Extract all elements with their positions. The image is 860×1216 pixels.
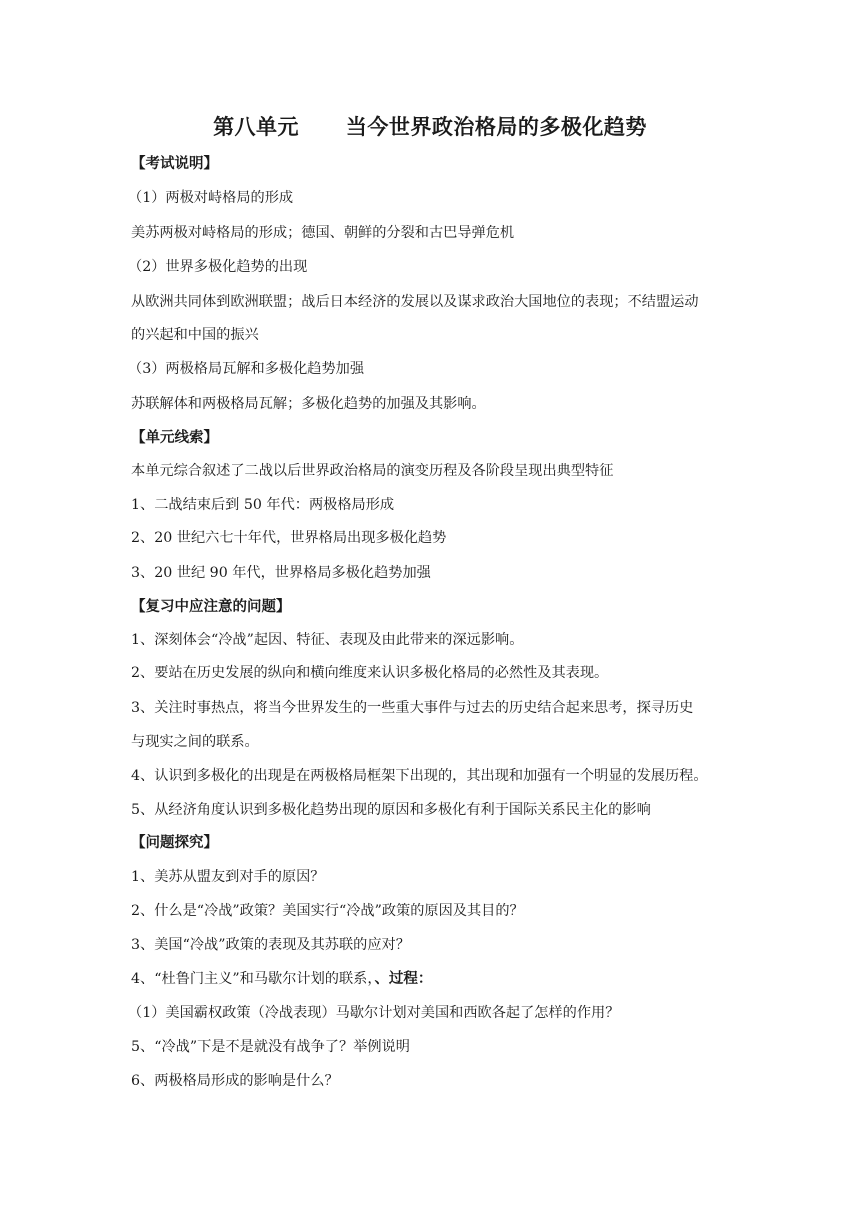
exam-item-1-text: 美苏两极对峙格局的形成；德国、朝鲜的分裂和古巴导弹危机 [131,225,515,241]
question-6: 6、两极格局形成的影响是什么？ [131,1073,339,1089]
question-4 [131,969,432,989]
clue-2: 2、20 世纪六七十年代，世界格局出现多极化趋势 [131,530,447,546]
clues-intro: 本单元综合叙述了二战以后世界政治格局的演变历程及各阶段呈现出典型特征 [131,463,614,479]
clue-3: 3、20 世纪 90 年代，世界格局多极化趋势加强 [131,565,431,581]
exam-heading: 【考试说明】 [131,156,218,172]
review-1: 1、深刻体会“冷战”起因、特征、表现及由此带来的深远影响。 [131,632,524,648]
question-4-text: 4、“杜鲁门主义”和马歇尔计划的联系， [131,971,375,987]
review-2: 2、要站在历史发展的纵向和横向维度来认识多极化格局的必然性及其表现。 [131,665,609,681]
question-3: 3、美国“冷战”政策的表现及其苏联的应对？ [131,937,410,953]
review-3-line-2: 与现实之间的联系。 [131,734,259,750]
clues-heading: 【单元线索】 [131,430,218,446]
exam-item-3-text: 苏联解体和两极格局瓦解；多极化趋势的加强及其影响。 [131,396,486,412]
review-5: 5、从经济角度认识到多极化趋势出现的原因和多极化有利于国际关系民主化的影响 [131,802,651,818]
exam-item-2: （2）世界多极化趋势的出现 [128,259,308,275]
review-heading: 【复习中应注意的问题】 [131,599,291,615]
question-1: 1、美苏从盟友到对手的原因？ [131,869,325,885]
question-4-bold: 、过程： [374,971,433,987]
clue-1: 1、二战结束后到 50 年代：两极格局形成 [131,497,395,513]
question-4-sub: （1）美国霸权政策（冷战表现）马歇尔计划对美国和西欧各起了怎样的作用？ [128,1005,620,1021]
unit-title: 第八单元 当今世界政治格局的多极化趋势 [213,115,647,139]
exam-item-2-text-1: 从欧洲共同体到欧洲联盟；战后日本经济的发展以及谋求政治大国地位的表现；不结盟运动 [131,294,699,310]
exam-item-3: （3）两极格局瓦解和多极化趋势加强 [128,361,365,377]
review-3-line-1: 3、关注时事热点，将当今世界发生的一些重大事件与过去的历史结合起来思考，探寻历史 [131,700,694,716]
questions-heading: 【问题探究】 [131,835,218,851]
exam-item-2-text-2: 的兴起和中国的振兴 [131,327,259,343]
question-2: 2、什么是“冷战”政策？美国实行“冷战”政策的原因及其目的？ [131,903,524,919]
review-4: 4、认识到多极化的出现是在两极格局框架下出现的，其出现和加强有一个明显的发展历程。 [131,768,708,784]
exam-item-1: （1）两极对峙格局的形成 [128,190,294,206]
question-5: 5、“冷战”下是不是就没有战争了？举例说明 [131,1039,410,1055]
